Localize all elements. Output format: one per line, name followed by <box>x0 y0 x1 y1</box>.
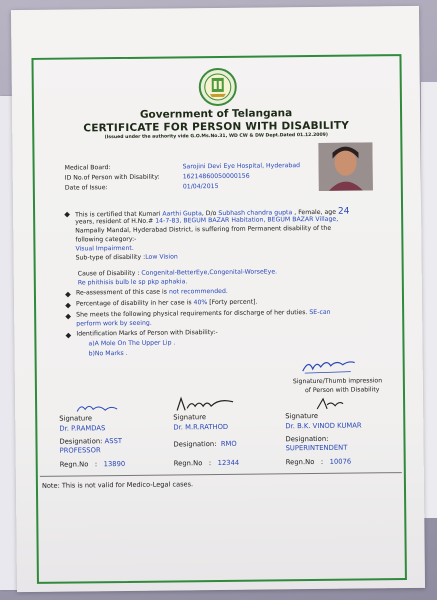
regn-label: Regn.No : 13890 <box>59 459 126 469</box>
signature-label: Signature <box>59 414 93 423</box>
footer-note: Note: This is not valid for Medico-Legal cases. <box>41 480 194 490</box>
signature-label: Signature <box>173 413 207 422</box>
signatory-name: Dr. P.RAMDAS <box>59 424 106 433</box>
certification-line-3: Nampally Mandal, Hyderabad District, is suffering from Permanent disability of the <box>75 224 332 235</box>
thumb-impression-label-1: Signature/Thumb impression <box>292 377 383 386</box>
cause-of-disability: Cause of Disability : Congenital-BetterEye,Congenital-WorseEye. <box>77 268 278 278</box>
physical-requirements-line: She meets the following physical requirements for discharge of her duties. SE-can <box>76 308 331 319</box>
person-photo <box>318 142 372 191</box>
regn-label: Regn.No : 10076 <box>285 457 352 467</box>
reassessment-line: Re-assessment of this case is not recommended. <box>75 287 228 297</box>
physical-requirements-cont: perform work by seeing. <box>76 319 152 328</box>
signatory-2-signature <box>175 394 237 415</box>
designation-value: SUPERINTENDENT <box>285 443 348 453</box>
id-value: 16214860050000156 <box>182 172 250 181</box>
date-value: 01/04/2015 <box>182 182 219 191</box>
signatory-1-signature <box>75 401 131 416</box>
regn-label: Regn.No : 12344 <box>173 458 240 468</box>
designation-label: Designation: <box>285 434 329 444</box>
government-title: Government of Telangana <box>139 107 293 121</box>
certification-line-4: following category:- <box>75 235 137 244</box>
identification-mark-b: b)No Marks . <box>88 349 128 358</box>
designation-label: Designation: RMO <box>173 439 237 449</box>
telangana-emblem-logo <box>198 67 238 107</box>
medical-board-label: Medical Board: <box>64 164 111 172</box>
identification-marks-label: Identification Marks of Person with Disability:- <box>76 329 218 338</box>
disability-category: Visual Impairment. <box>75 244 134 253</box>
person-signature <box>301 357 357 376</box>
designation-cont: PROFESSOR <box>59 446 101 455</box>
thumb-impression-label-2: of Person with Disability <box>304 386 380 395</box>
medical-board-value: Sarojini Devi Eye Hospital, Hyderabad <box>182 162 301 171</box>
authority-line: (Issued under the authority vide G.O.Ms.No.31, WD CW & DW Dept.Dated 01.12.2009) <box>104 132 329 141</box>
certification-line-2: years, resident of H.No.# 14-7-83, BEGUM BAZAR Habitation, BEGUM BAZAR Village, <box>75 215 339 226</box>
percentage-line: Percentage of disability in her case is 40% [Forty percent]. <box>76 298 258 308</box>
signatory-3-signature <box>315 397 345 411</box>
certification-line-1: This is certified that Kumari Aarthi Gupta, D/o Subhash chandra gupta , Female, age 24 <box>75 206 350 219</box>
signatory-name: Dr. B.K. VINOD KUMAR <box>285 421 362 431</box>
disability-subtype: Sub-type of disability :Low Vision <box>75 253 178 262</box>
certificate-paper <box>11 6 425 592</box>
identification-mark-a: a)A Mole On The Upper Lip . <box>88 339 176 348</box>
id-label: ID No.of Person with Disability: <box>64 173 160 182</box>
date-label: Date of Issue: <box>64 184 108 192</box>
signature-label: Signature <box>285 411 319 421</box>
signatory-name: Dr. M.R.RATHOD <box>173 422 229 432</box>
certificate-title: CERTIFICATE FOR PERSON WITH DISABILITY <box>83 119 350 135</box>
designation-label: Designation: ASST <box>59 437 123 446</box>
cause-detail: Re phithisis bulb le sp pkp aphakia. <box>77 278 188 287</box>
